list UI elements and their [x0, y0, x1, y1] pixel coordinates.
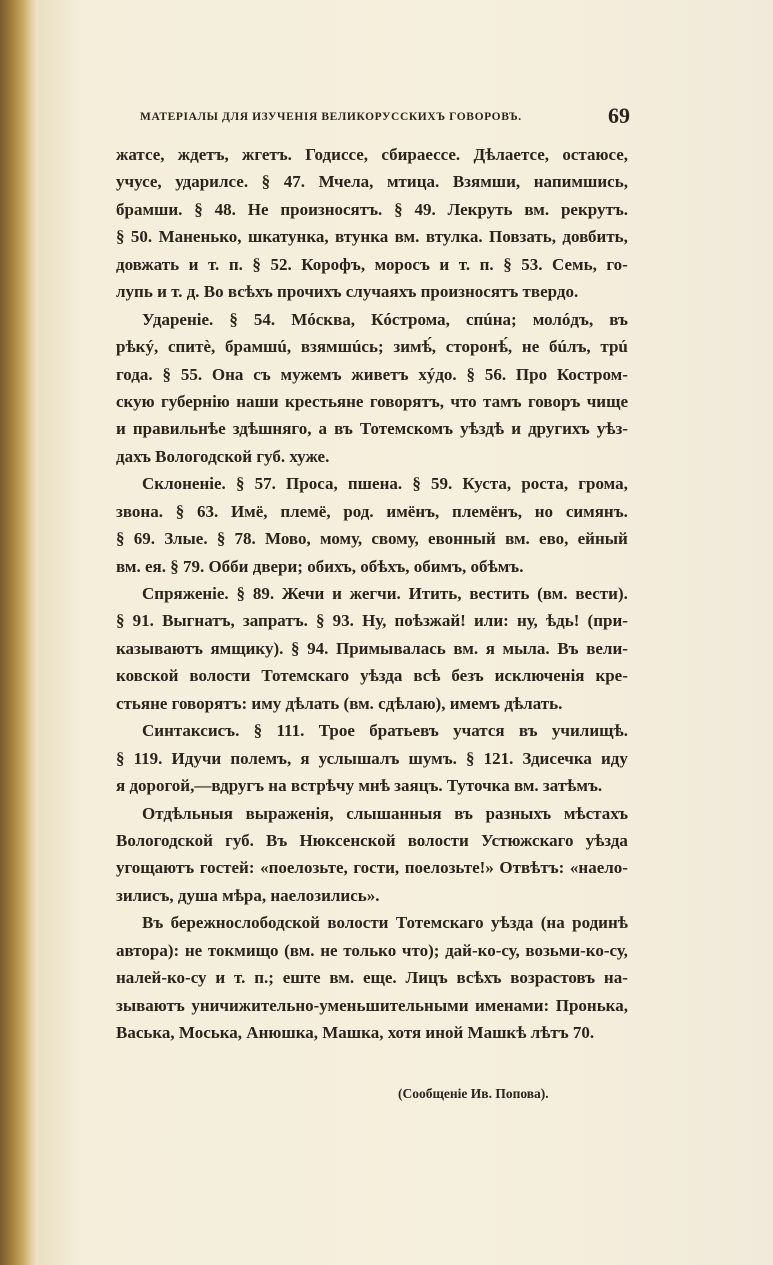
attribution: (Сообщеніе Ив. Попова). — [398, 1086, 549, 1101]
text-line: Удареніе. § 54. Мóсква, Кóстрома, спúна; молóдъ, въ — [142, 309, 628, 329]
text-line: зываютъ уничижительно-уменьшительными именами: Пронька, — [116, 995, 628, 1015]
text-line: Спряженіе. § 89. Жечи и жегчи. Итить, вестить (вм. вести). — [142, 584, 628, 603]
text-line: учусе, ударилсе. § 47. Мчела, мтица. Взямши, напимшись, — [116, 172, 628, 192]
text-line: казываютъ ямщику). § 94. Примывалась вм. я мыла. Въ вели- — [116, 638, 628, 658]
text-line: § 91. Выгнатъ, запратъ. § 93. Ну, поѣзжай! или: ну, ѣдь! (при- — [116, 611, 628, 631]
text-line: довжать и т. п. § 52. Корофъ, моросъ и т. п. § 53. Семь, го- — [116, 254, 628, 274]
page-number: 69 — [608, 103, 630, 128]
text-line: Въ бережнослободской волости Тотемскаго уѣзда (на родинѣ — [142, 913, 628, 933]
page-header — [100, 103, 630, 127]
text-line: я дорогой,—вдругъ на встрѣчу мнѣ заяцъ. Туточка вм. затѣмъ. — [116, 776, 603, 796]
text-line: дахъ Вологодской губ. хуже. — [116, 446, 330, 466]
text-line: § 50. Маненько, шкатунка, втунка вм. втулка. Повзать, довбить, — [116, 227, 628, 247]
text-line: брамши. § 48. Не произносятъ. § 49. Лекруть вм. рекрутъ. — [116, 199, 628, 219]
text-line: лупь и т. д. Во всѣхъ прочихъ случаяхъ произносятъ твердо. — [116, 282, 579, 302]
text-line: Вологодской губ. Въ Нюксенской волости Устюжскаго уѣзда — [116, 830, 628, 850]
text-line: зилисъ, душа мѣра, наелозились». — [116, 885, 380, 905]
text-line: вм. ея. § 79. Обби двери; обихъ, обѣхъ, обимъ, обѣмъ. — [116, 556, 524, 576]
text-line: и правильнѣе здѣшняго, а въ Тотемскомъ уѣздѣ и другихъ уѣз- — [116, 419, 628, 439]
text-line: ковской волости Тотемскаго уѣзда всѣ безъ исключенія кре- — [116, 666, 628, 686]
text-line: Отдѣльныя выраженія, слышанныя въ разныхъ мѣстахъ — [142, 803, 628, 823]
text-line: Синтаксисъ. § 111. Трое братьевъ учатся въ училищѣ. — [142, 721, 628, 741]
text-line: Склоненіе. § 57. Проса, пшена. § 59. Куста, роста, грома, — [142, 474, 628, 494]
text-line: угощаютъ гостей: «поелозьте, гости, поелозьте!» Отвѣтъ: «наело- — [116, 858, 628, 878]
text-line: скую губернію наши крестьяне говорятъ, что тамъ говоръ чище — [116, 391, 628, 411]
text-line: § 69. Злые. § 78. Мово, мому, свому, евонный вм. ево, ейный — [116, 529, 628, 549]
text-line: налей-ко-су и т. п.; еште вм. еще. Лицъ всѣхъ возрастовъ на- — [116, 968, 628, 988]
text-line: Васька, Моська, Анюшка, Машка, хотя иной Машкѣ лѣтъ 70. — [116, 1023, 595, 1042]
text-line: автора): не токмищо (вм. не только что); дай-ко-су, возьми-ко-су, — [116, 940, 628, 960]
text-line: года. § 55. Она съ мужемъ живетъ хýдо. § 56. Про Костром- — [116, 364, 628, 384]
body-text — [116, 145, 628, 1050]
text-line: стьяне говорятъ: иму дѣлать (вм. сдѣлаю), имемъ дѣлать. — [116, 693, 563, 713]
text-line: звона. § 63. Имё, племё, род. имёнъ, племёнъ, но симянъ. — [116, 501, 628, 521]
book-binding — [0, 0, 38, 1265]
text-line: жатсе, ждетъ, жгетъ. Годиссе, сбираессе. Дѣлаетсе, остаюсе, — [116, 145, 628, 164]
text-line: § 119. Идучи полемъ, я услышалъ шумъ. § 121. Здисечка иду — [116, 748, 628, 768]
text-line: рѣкý, спитѐ, брамшú, взямшúсь; зимѣ́, сторонѣ́, не бúлъ, трú — [116, 337, 628, 357]
running-head: МАТЕРІАЛЫ ДЛЯ ИЗУЧЕНІЯ ВЕЛИКОРУССКИХЪ ГОВОРОВЪ. — [140, 111, 522, 123]
